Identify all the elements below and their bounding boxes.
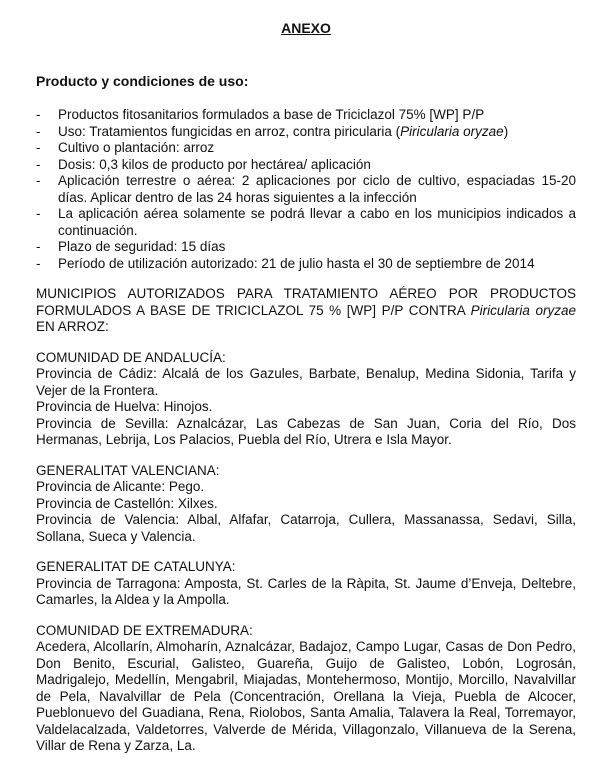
bullet-dash: -	[36, 123, 41, 139]
province-line: Provincia de Castellón: Xilxes.	[36, 495, 218, 511]
document-title: ANEXO	[281, 20, 331, 36]
province-line: Provincia de Sevilla: Aznalcázar, Las Cabezas de San Juan, Coria del Río, Dos Hermanas, Lebrija, Los Palacios, Puebla del Río, Utrera e Isla Mayor.	[36, 415, 576, 447]
region-name: COMUNIDAD DE ANDALUCÍA:	[36, 349, 226, 365]
region-andalucia	[36, 350, 576, 449]
condition-item: - Cultivo o plantación: arroz	[36, 140, 215, 155]
condition-item: - La aplicación aérea solamente se podrá llevar a cabo en los municipios indicados a continuación.	[36, 206, 576, 238]
conditions-list	[36, 107, 576, 272]
municipality-list: Acedera, Alcollarín, Almoharín, Aznalcázar, Badajoz, Campo Lugar, Casas de Don Pedro, Don Benito, Escurial, Galisteo, Guareña, Guijo de Galisteo, Lobón, Logrosán, Madrigalejo, Medellín, Mengabril, Miajadas, Montehermoso, Montijo, Morcillo, Navalvillar de Pela, Navalvillar de Pela (Concentración, Orellana la Vieja, Puebla de Alcocer, Pueblonuevo del Guadiana, Rena, Riolobos, Santa Amalia, Talavera la Real, Torremayor, Valdelacalzada, Valdetorres, Valverde de Mérida, Villagonzalo, Villanueva de la Serena, Villar de Rena y Zarza, La.	[36, 639, 576, 753]
section-heading: Producto y condiciones de uso:	[36, 72, 249, 89]
condition-item: - Período de utilización autorizado: 21 de julio hasta el 30 de septiembre de 2014	[36, 255, 535, 271]
bullet-dash: -	[36, 206, 41, 221]
province-line: Provincia de Valencia: Albal, Alfafar, Catarroja, Cullera, Massanassa, Sedavi, Silla, Sollana, Sueca y Valencia.	[36, 512, 576, 544]
region-name: COMUNIDAD DE EXTREMADURA:	[36, 622, 253, 638]
bullet-dash: -	[36, 239, 41, 254]
province-line: Provincia de Cádiz: Alcalá de los Gazules, Barbate, Benalup, Medina Sidonia, Tarifa y Vejer de la Frontera.	[36, 366, 576, 398]
bullet-dash: -	[36, 255, 41, 271]
municipios-heading: MUNICIPIOS AUTORIZADOS PARA TRATAMIENTO AÉREO POR PRODUCTOS FORMULADOS A BASE DE TRICICLAZOL 75 % [WP] P/P CONTRA Piricularia oryzae EN ARROZ:	[36, 286, 576, 334]
bullet-dash: -	[36, 140, 41, 155]
region-valenciana	[36, 463, 576, 546]
province-line: Provincia de Alicante: Pego.	[36, 479, 205, 494]
province-line: Provincia de Tarragona: Amposta, St. Carles de la Ràpita, St. Jaume d’Enveja, Deltebre, Camarles, la Aldea y la Ampolla.	[36, 575, 576, 607]
condition-item: - Plazo de seguridad: 15 días	[36, 239, 226, 254]
province-line: Provincia de Huelva: Hinojos.	[36, 399, 213, 414]
region-catalunya	[36, 559, 576, 609]
condition-item: - Uso: Tratamientos fungicidas en arroz, contra piricularia (Piricularia oryzae)	[36, 123, 509, 139]
region-name: GENERALITAT DE CATALUNYA:	[36, 559, 236, 574]
bullet-dash: -	[36, 107, 41, 122]
bullet-dash: -	[36, 173, 41, 188]
bullet-dash: -	[36, 156, 41, 172]
condition-item: - Productos fitosanitarios formulados a base de Triciclazol 75% [WP] P/P	[36, 107, 485, 122]
document-page	[36, 20, 576, 769]
region-extremadura	[36, 623, 576, 755]
condition-item: - Aplicación terrestre o aérea: 2 aplicaciones por ciclo de cultivo, espaciadas 15-20 días. Aplicar dentro de las 24 horas siguientes a la infección	[36, 173, 576, 205]
region-name: GENERALITAT VALENCIANA:	[36, 462, 220, 478]
condition-item: - Dosis: 0,3 kilos de producto por hectárea/ aplicación	[36, 156, 371, 172]
